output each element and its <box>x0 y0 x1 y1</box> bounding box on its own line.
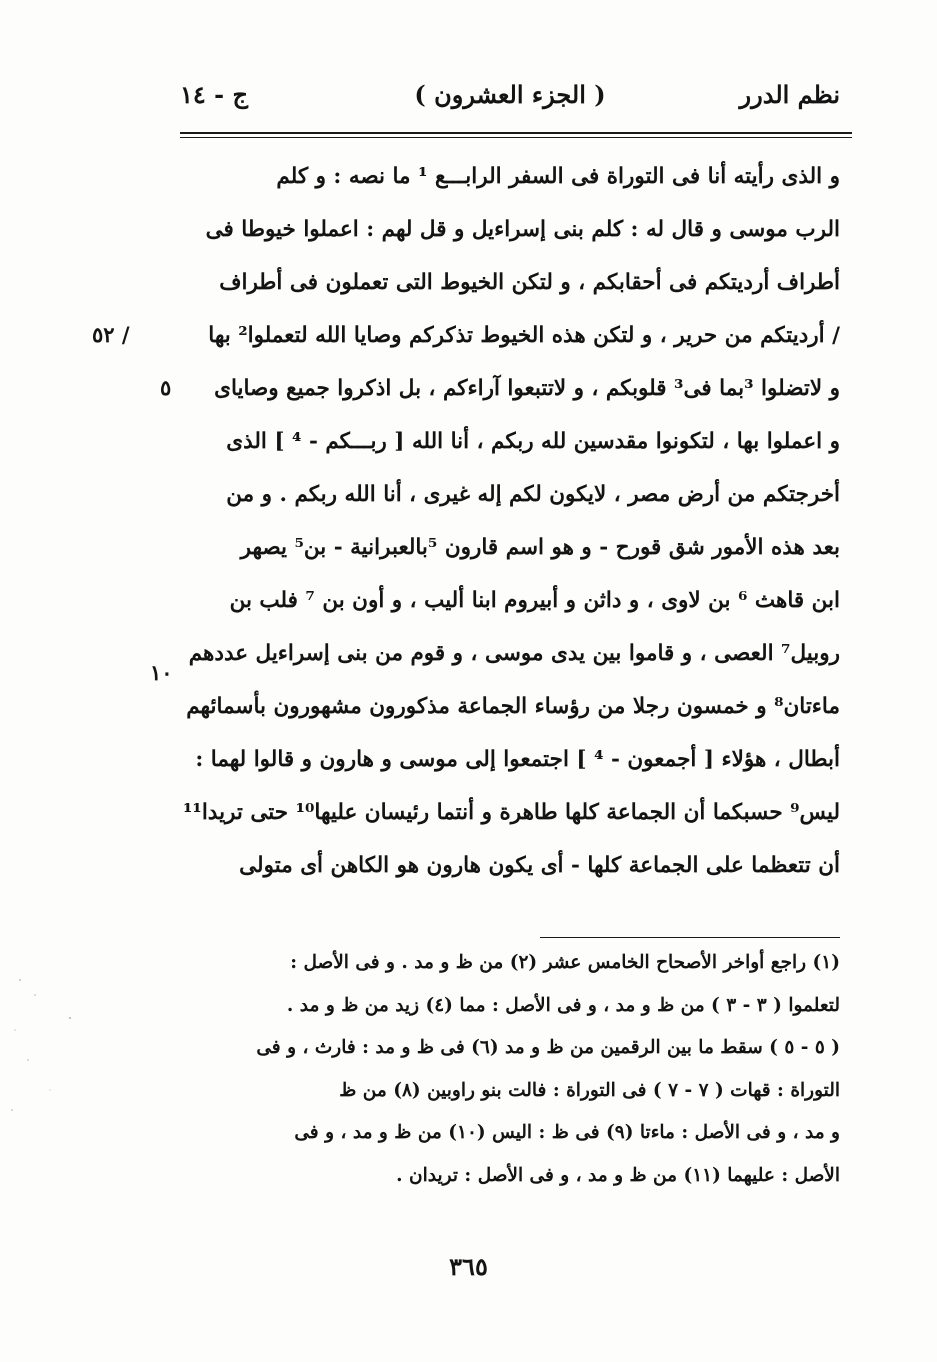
text-line: ماءتان⁸ و خمسون رجلا من رؤساء الجماعة مذكورون مشهورون بأسمائهم <box>186 694 840 719</box>
folio-marker: / ٥٢ <box>92 322 130 347</box>
page-number: ٣٦٥ <box>449 1252 488 1281</box>
footnote-line: و مد ، و فى الأصل : ماءتا (٩) فى ظ : اليس (١٠) من ظ و مد ، و فى <box>294 1122 840 1143</box>
line-number-10: ١٠ <box>150 660 173 685</box>
header-rule-thin <box>180 137 852 138</box>
running-header <box>180 80 840 120</box>
scan-specks <box>0 970 80 1130</box>
footnotes <box>190 942 840 1197</box>
part-title: ( الجزء العشرون ) <box>414 80 606 109</box>
text-line: ليس⁹ حسبكما أن الجماعة كلها طاهرة و أنتما رئيسان عليها¹⁰ حتى تريدا¹¹ <box>182 800 840 825</box>
text-line: أخرجتكم من أرض مصر ، لايكون لكم إله غيرى ، أنا الله ربكم . و من <box>226 482 840 507</box>
footnote-line: التوراة : قهات ( ٧ - ٧ ) فى التوراة : فالت بنو راوبين (٨) من ظ <box>339 1079 840 1101</box>
footnote-line: لتعلموا ( ٣ - ٣ ) من ظ و مد ، و فى الأصل : مما (٤) زيد من ظ و مد . <box>286 994 840 1016</box>
text-line: أبطال ، هؤلاء [ أجمعون - ⁴ ] اجتمعوا إلى موسى و هارون و قالوا لهما : <box>195 747 840 772</box>
text-line: و الذى رأيته أنا فى التوراة فى السفر الرابـــع ¹ ما نصه : و كلم <box>276 164 840 189</box>
main-text <box>182 150 840 892</box>
footnote-line: (١) راجع أواخر الأصحاح الخامس عشر (٢) من ظ و مد . و فى الأصل : <box>290 952 840 973</box>
text-line: روبيل⁷ العصى ، و قاموا بين يدى موسى ، و قوم من بنى إسراءيل عددهم <box>188 641 840 666</box>
text-line: الرب موسى و قال له : كلم بنى إسراءيل و قل لهم : اعملوا خيوطا فى <box>205 217 840 242</box>
text-line: / أرديتكم من حرير ، و لتكن هذه الخيوط تذكركم وصايا الله لتعملوا² بها <box>208 323 840 348</box>
text-line: أطراف أرديتكم فى أحقابكم ، و لتكن الخيوط التى تعملون فى أطراف <box>219 270 840 295</box>
text-line: و اعملوا بها ، لتكونوا مقدسين لله ربكم ، أنا الله [ ربـــكم - ⁴ ] الذى <box>226 429 840 454</box>
book-title: نظم الدرر <box>739 80 840 109</box>
text-line: بعد هذه الأمور شق قورح - و هو اسم قارون ⁵بالعبرانية - بن⁵ يصهر <box>240 535 840 560</box>
header-rule-thick <box>180 132 852 134</box>
footnote-line: ( ٥ - ٥ ) سقط ما بين الرقمين من ظ و مد (٦) فى ظ و مد : فارث ، و فى <box>256 1037 840 1058</box>
footnote-line: الأصل : عليهما (١١) من ظ و مد ، و فى الأصل : تريدان . <box>396 1164 840 1186</box>
text-line: و لاتضلوا ³بما فى³ قلوبكم ، و لاتتبعوا آراءكم ، بل اذكروا جميع وصاياى <box>214 376 840 401</box>
footnote-separator <box>540 937 840 938</box>
text-line: أن تتعظما على الجماعة كلها - أى يكون هارون هو الكاهن أى متولى <box>239 853 840 878</box>
line-number-5: ٥ <box>160 375 172 400</box>
volume-label: ج - ١٤ <box>180 80 248 109</box>
text-line: ابن قاهث ⁶ بن لاوى ، و داثن و أبيروم ابنا أليب ، و أون بن ⁷ فلب بن <box>229 588 840 613</box>
